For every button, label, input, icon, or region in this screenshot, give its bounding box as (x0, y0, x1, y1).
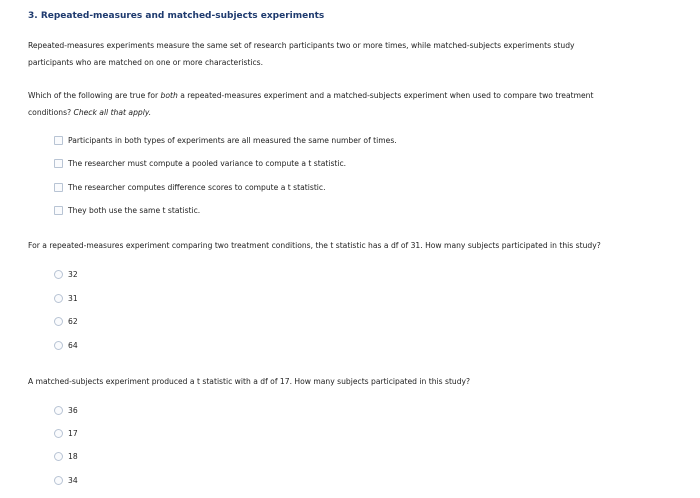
q1-option-2[interactable] (54, 157, 346, 169)
q3-option-label: 18 (68, 451, 78, 461)
q3-option-label: 17 (68, 428, 78, 438)
q3-option-label: 34 (68, 475, 78, 485)
q3-option-3[interactable] (54, 450, 78, 462)
q2-prompt: For a repeated-measures experiment comparing two treatment conditions, the t statistic has a df of 31. How many subjects participated in this study? (28, 241, 601, 250)
q2-option-label: 64 (68, 340, 78, 350)
q2-option-3[interactable] (54, 315, 78, 327)
radio-button[interactable] (54, 341, 63, 350)
q3-prompt: A matched-subjects experiment produced a t statistic with a df of 17. How many subjects participated in this study? (28, 377, 471, 386)
q1-option-label: Participants in both types of experiments are all measured the same number of times. (68, 135, 397, 145)
q2-option-1[interactable] (54, 268, 78, 280)
q2-option-label: 32 (68, 269, 78, 279)
radio-button[interactable] (54, 406, 63, 415)
radio-button[interactable] (54, 317, 63, 326)
q3-option-4[interactable] (54, 474, 78, 486)
q3-option-2[interactable] (54, 427, 78, 439)
q1-option-4[interactable] (54, 204, 200, 216)
radio-button[interactable] (54, 452, 63, 461)
question-heading: 3. Repeated-measures and matched-subjects experiments (28, 11, 325, 21)
checkbox[interactable] (54, 159, 63, 168)
q2-option-label: 31 (68, 293, 78, 303)
q3-option-label: 36 (68, 405, 78, 415)
radio-button[interactable] (54, 429, 63, 438)
checkbox[interactable] (54, 183, 63, 192)
q2-option-2[interactable] (54, 292, 78, 304)
q1-option-label: The researcher computes difference scores to compute a t statistic. (68, 182, 326, 192)
radio-button[interactable] (54, 476, 63, 485)
q3-option-1[interactable] (54, 404, 78, 416)
q2-option-label: 62 (68, 316, 78, 326)
q1-prompt (28, 87, 668, 121)
q1-option-label: They both use the same t statistic. (68, 205, 201, 215)
checkbox[interactable] (54, 136, 63, 145)
q1-option-1[interactable] (54, 134, 397, 146)
radio-button[interactable] (54, 294, 63, 303)
intro-line-2: participants who are matched on one or more characteristics. (28, 58, 264, 67)
q1-option-label: The researcher must compute a pooled variance to compute a t statistic. (68, 158, 347, 168)
intro-paragraph (28, 37, 668, 71)
q1-prompt-line-2: conditions? Check all that apply. (28, 108, 152, 117)
q1-prompt-line-1: Which of the following are true for both a repeated-measures experiment and a matched-subjects experiment when used to compare two treatment (28, 91, 594, 100)
q2-option-4[interactable] (54, 339, 78, 351)
intro-line-1: Repeated-measures experiments measure the same set of research participants two or more times, while matched-subjects experiments study (28, 41, 575, 50)
radio-button[interactable] (54, 270, 63, 279)
q1-option-3[interactable] (54, 181, 326, 193)
checkbox[interactable] (54, 206, 63, 215)
